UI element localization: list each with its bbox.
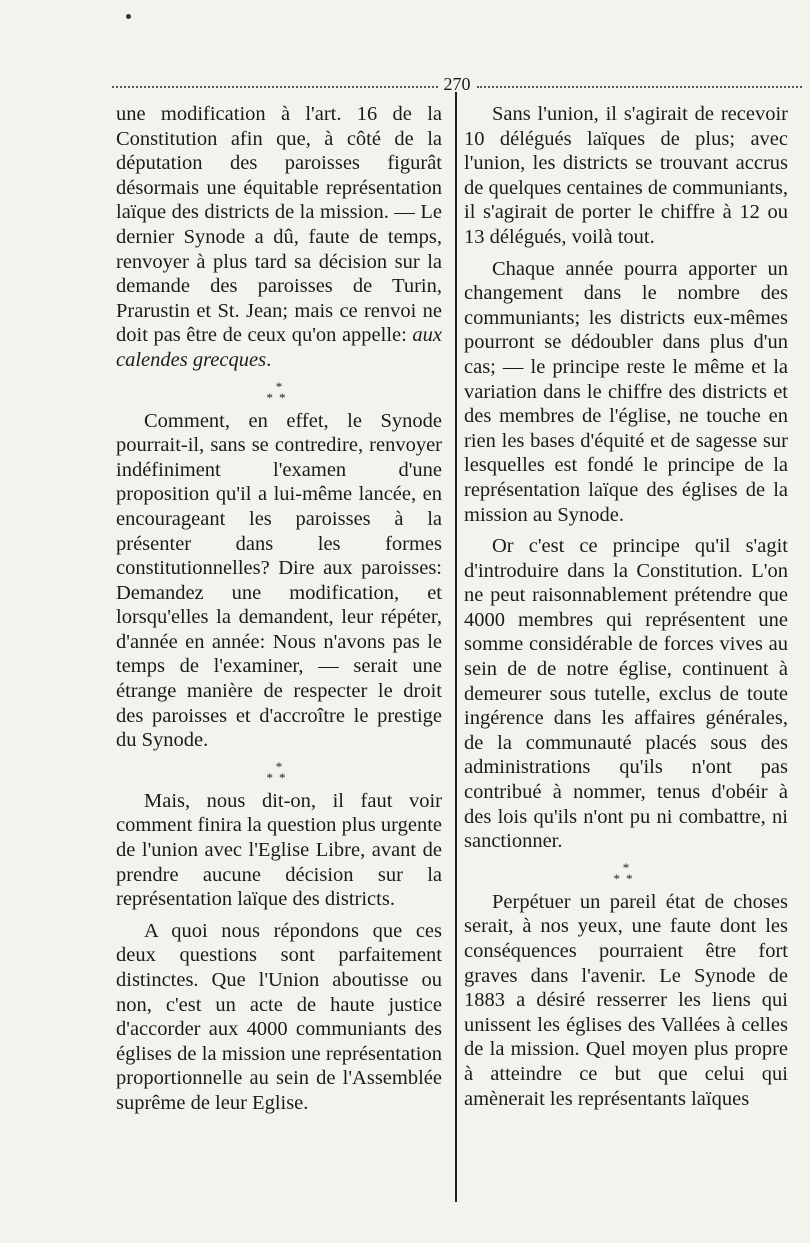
left-paragraph-1-end: . <box>266 348 272 371</box>
separator-star-right: * <box>279 389 292 405</box>
separator-star-top: * <box>622 859 630 875</box>
right-paragraph-2: Chaque année pourra apporter un changement dans le nombre des communiants; les districts eux-mêmes pourront se dédoubler dans plus d'un cas; — le principe reste le même et la variation dans le chiffre des districts et des membres de l'église, ne touche en rien les bases d'équité et de sagesse sur lesquelles est fondé le principe de la représentation laïque des églises de la mission au Synode. <box>464 257 788 526</box>
left-column <box>116 102 442 1116</box>
separator-star-left: * <box>266 769 279 785</box>
left-paragraph-2: Comment, en effet, le Synode pourrait-il, sans se contredire, renvoyer indéfiniment l'examen d'une proposition qu'il a lui-même lancée, en encourageant les paroisses à la présenter dans les formes constitutionnelles? Dire aux paroisses: Demandez une modification, et lorsqu'elles la demandent, leur répéter, d'année en année: Nous n'avons pas le temps de l'examiner, — serait une étrange manière de respecter le droit des paroisses et d'accroître le prestige du Synode. <box>116 409 442 752</box>
left-paragraph-1-italic: aux calendes grecques <box>116 324 442 371</box>
header-rule-right <box>477 86 803 88</box>
separator-star-top: * <box>275 378 283 394</box>
left-paragraph-4: A quoi nous répondons que ces deux questions sont parfaitement distinctes. Que l'Union aboutisse ou non, c'est un acte de haute justice d'accorder aux 4000 communiants des églises de la mission une représentation proportionnelle au sein de l'Assemblée suprême de leur Eglise. <box>116 919 442 1114</box>
left-paragraph-1-text: une modification à l'art. 16 de la Constitution afin que, à côté de la députation des paroisses figurât désormais une équitable représentation laïque des districts de la mission. — Le dernier Synode a dû, faute de temps, renvoyer à plus tard sa décision sur la demande des paroisses de Turin, Prarustin et St. Jean; mais ce renvoi ne doit pas être de ceux qu'on appelle: <box>116 103 442 347</box>
separator-star-top: * <box>275 758 283 774</box>
separator-star-right: * <box>626 870 639 886</box>
right-paragraph-1: Sans l'union, il s'agirait de recevoir 10 délégués laïques de plus; avec l'union, les districts se trouvant accrus de quelques centaines de communiants, il s'agirait de porter le chiffre à 12 ou 13 délégués, voilà tout. <box>464 103 788 248</box>
separator-star-left: * <box>613 870 626 886</box>
page-number: 270 <box>443 73 471 94</box>
section-separator <box>116 378 442 405</box>
separator-star-pair <box>116 389 442 405</box>
page-mark <box>126 14 131 19</box>
separator-star-right: * <box>279 769 292 785</box>
running-header <box>112 72 802 96</box>
section-separator <box>464 859 788 886</box>
column-divider <box>455 92 457 1202</box>
left-paragraph-1 <box>116 102 442 373</box>
separator-star-pair <box>116 769 442 785</box>
separator-star-pair <box>464 870 788 886</box>
section-separator <box>116 758 442 785</box>
right-paragraph-4: Perpétuer un pareil état de choses serait, à nos yeux, une faute dont les conséquences pourraient être fort graves dans l'avenir. Le Synode de 1883 a désiré resserrer les liens qui unissent les églises des Vallées à celles de la mission. Quel moyen plus propre à atteindre ce but que celui qui amènerait les représentants laïques <box>464 890 788 1110</box>
left-paragraph-3: Mais, nous dit-on, il faut voir comment finira la question plus urgente de l'union avec l'Eglise Libre, avant de prendre aucune décision sur la représentation laïque des districts. <box>116 789 442 911</box>
right-paragraph-3: Or c'est ce principe qu'il s'agit d'introduire dans la Constitution. L'on ne peut raisonnablement prétendre que 4000 membres qui représentent une somme considérable de forces vives au sein de de notre église, continuent à demeurer sous tutelle, exclus de toute ingérence dans les affaires générales, de la communauté placés sous des administrations qu'ils n'ont pas contribué à nommer, tenus d'obéir à des lois qu'ils n'ont pu ni combattre, ni sanctionner. <box>464 535 788 853</box>
right-column <box>464 102 788 1111</box>
header-rule-left <box>112 86 438 88</box>
separator-star-left: * <box>266 389 279 405</box>
